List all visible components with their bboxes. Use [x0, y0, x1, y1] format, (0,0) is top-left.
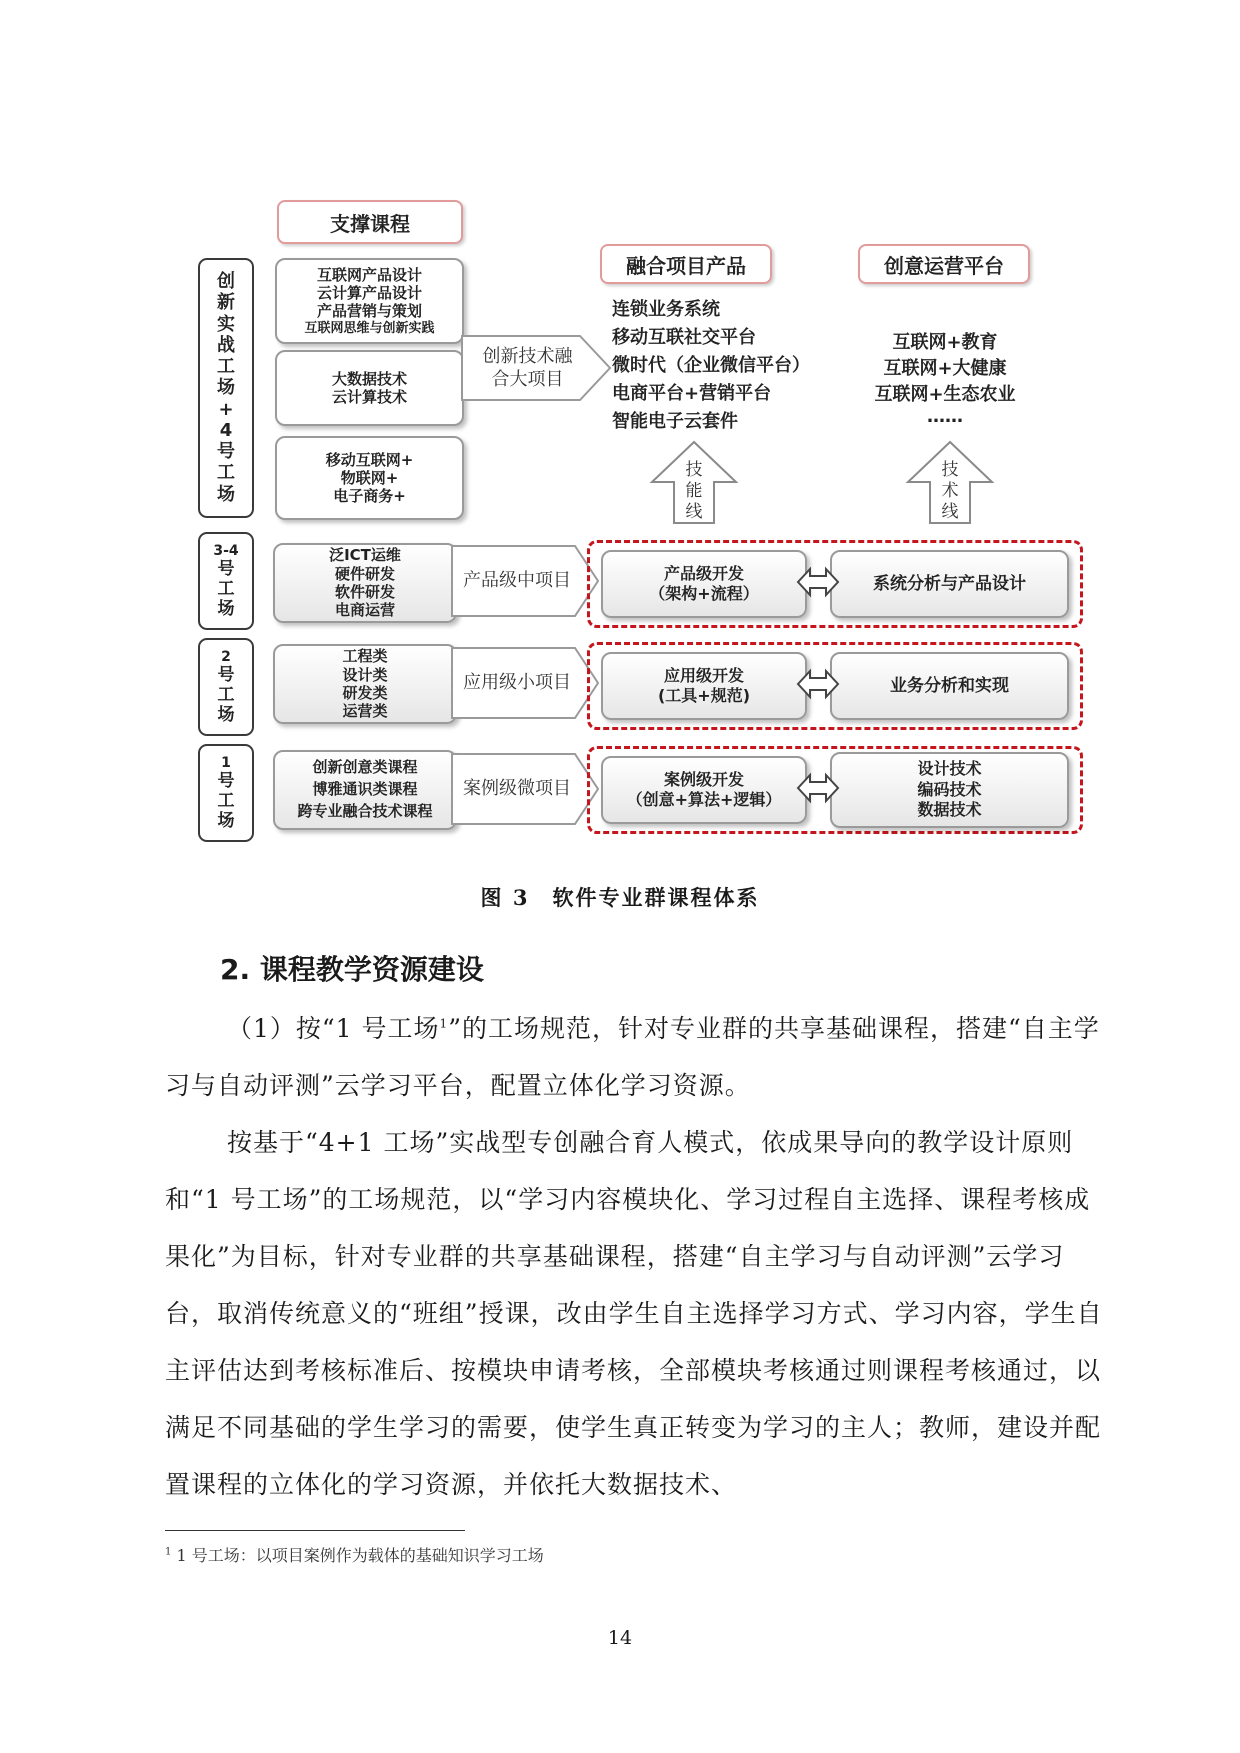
support-courses-header: 支撑课程 [277, 200, 463, 244]
row1-double-arrow-icon [796, 566, 840, 598]
section-heading: 2. 课程教学资源建设 [220, 953, 484, 986]
row2-result-box: 业务分析和实现 [830, 652, 1069, 720]
row3-dev-box: 案例级开发 （创意+算法+逻辑） [601, 756, 807, 824]
page-number: 14 [607, 1627, 633, 1649]
paragraph-2: 按基于“4+1 工场”实战型专创融合育人模式，依成果导向的教学设计原则和“1 号工场”的工场规范，以“学习内容模块化、学习过程自主选择、课程考核成果化”为目标，针对专业群的共享基础课程，搭建“自主学习与自动评测”云学习台，取消传统意义的“班组”授课，改由学生自主选择学习方式、学习内容，学生自主评估达到考核标准后、按模块申请考核，全部模块考核通过则课程考核通过，以满足不同基础的学生学习的需要，使学生真正转变为学习的主人；教师，建设并配置课程的立体化的学习资源，并依托大数据技术、 [165, 1128, 1103, 1499]
row1-project-label: 产品级中项目 [463, 570, 571, 592]
innovation-workshop-label: 创 新 实 战 工 场 + 4 号 工 场 [198, 258, 254, 518]
support-box-internet-design: 互联网产品设计 云计算产品设计 产品营销与策划 互联网思维与创新实践 [275, 258, 464, 344]
row2-project-label: 应用级小项目 [463, 672, 571, 694]
ops-platform-header: 创意运营平台 [858, 244, 1030, 284]
row3-double-arrow-icon [796, 772, 840, 804]
workshop-2-label: 2 号 工 场 [198, 638, 254, 736]
row3-courses-box: 创新创意类课程 博雅通识类课程 跨专业融合技术课程 [273, 750, 457, 830]
big-project-label: 创新技术融 合大项目 [482, 345, 573, 390]
footnote-rule [165, 1530, 465, 1531]
row2-courses-box: 工程类 设计类 研发类 运营类 [273, 644, 457, 724]
paragraph-1: （1）按“1 号工场$^1$”的工场规范，针对专业群的共享基础课程，搭建“自主学习与自动评测”云学习平台，配置立体化学习资源。 [165, 1014, 1100, 1100]
row1-dev-box: 产品级开发 （架构+流程） [601, 550, 807, 618]
figure-caption: 图 3 软件专业群课程体系 [480, 885, 760, 910]
support-box-mobile: 移动互联网+ 物联网+ 电子商务+ [275, 436, 464, 520]
row3-result-box: 设计技术 编码技术 数据技术 [830, 752, 1069, 828]
row1-result-box: 系统分析与产品设计 [830, 550, 1069, 618]
workshop-3-4-label: 3-4 号 工 场 [198, 532, 254, 630]
row1-courses-box: 泛ICT运维 硬件研发 软件研发 电商运营 [273, 543, 457, 623]
row2-dev-box: 应用级开发 (工具+规范) [601, 652, 807, 720]
workshop-1-label: 1 号 工 场 [198, 744, 254, 842]
row2-double-arrow-icon [796, 668, 840, 700]
row3-project-label: 案例级微项目 [463, 778, 571, 800]
support-box-bigdata: 大数据技术 云计算技术 [275, 350, 464, 426]
ops-platforms-list: 互联网+教育 互联网+大健康 互联网+生态农业 …… [874, 332, 1016, 427]
fusion-products-list: 连锁业务系统 移动互联社交平台 微时代（企业微信平台） 电商平台+营销平台 智能电子云套件 [612, 299, 810, 432]
skill-line-label: 技 能 线 [685, 460, 703, 522]
tech-line-label: 技 术 线 [941, 460, 959, 522]
footnote: $^1$ 1 号工场：以项目案例作为载体的基础知识学习工场 [165, 1546, 544, 1565]
footnote-ref: 1 [439, 1016, 449, 1031]
fusion-products-header: 融合项目产品 [600, 244, 772, 284]
